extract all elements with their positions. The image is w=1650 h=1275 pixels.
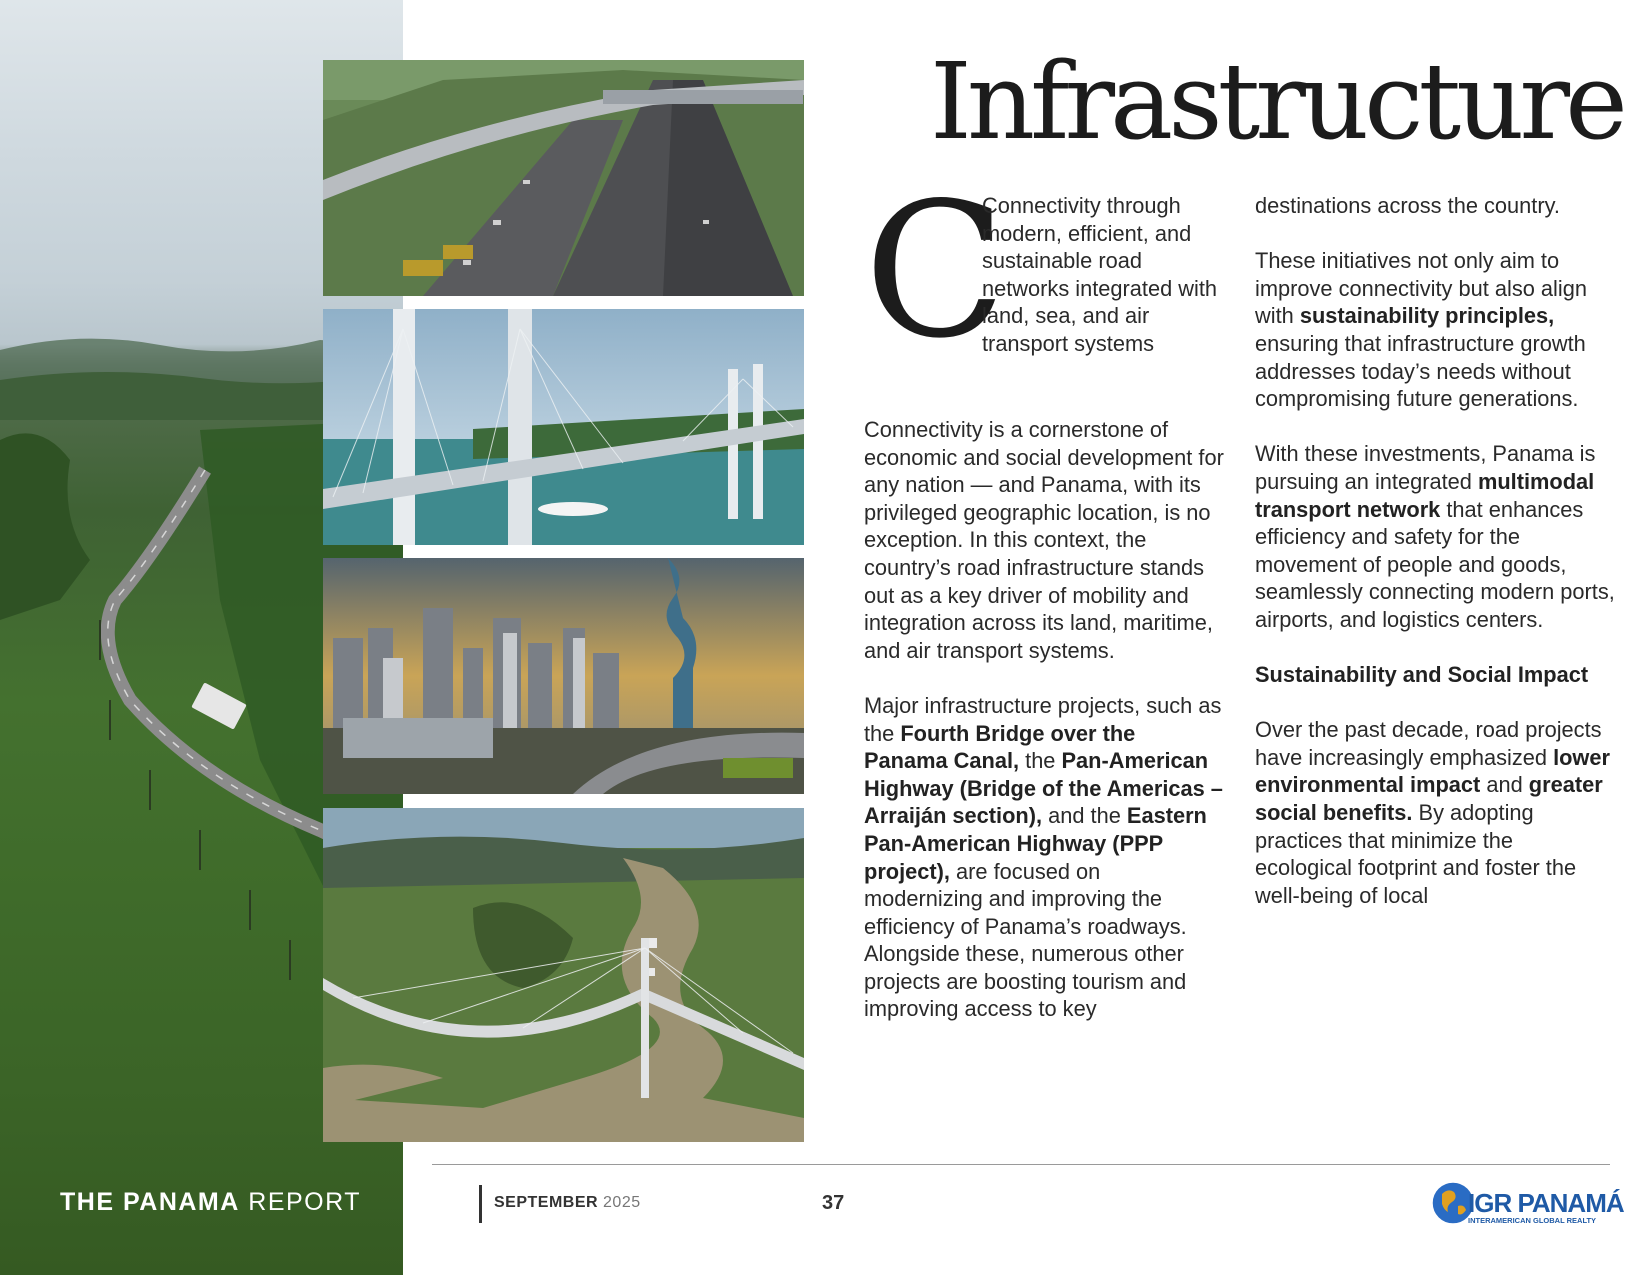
lead-paragraph: Connectivity through modern, efficient, and sustainable road networks integrated with land, sea, and air transport systems — [982, 193, 1218, 356]
right-column — [1255, 192, 1615, 909]
footer-separator — [479, 1185, 482, 1223]
right-paragraph-2: These initiatives not only aim to improve connectivity but also align with sustainability principles, ensuring that infrastructure growth addresses today’s needs without compromising future generations. — [1255, 248, 1587, 412]
drop-cap: C — [864, 162, 1007, 379]
canal-photo — [323, 808, 804, 1142]
left-column — [864, 416, 1224, 1023]
issue-date: SEPTEMBER 2025 — [494, 1194, 641, 1211]
city-photo — [323, 558, 804, 794]
bridge-photo — [323, 309, 804, 545]
section-heading: Sustainability and Social Impact — [1255, 662, 1589, 688]
page-title: Infrastructure — [930, 40, 1623, 163]
right-paragraph-1: destinations across the country. — [1255, 193, 1560, 218]
logo-tagline: INTERAMERICAN GLOBAL REALTY — [1468, 1216, 1597, 1225]
left-paragraph-2: Major infrastructure projects, such as the Fourth Bridge over the Panama Canal, the Pan-American Highway (Bridge of the Americas – Arraiján section), and the Eastern Pan-American Highway (PPP project), are focused on modernizing and improving the efficiency of Panama’s roadways. Alongside these, numerous other projects are boosting tourism and improving access to key — [864, 692, 1223, 1022]
footer-divider — [432, 1164, 1610, 1165]
page-number: 37 — [822, 1192, 845, 1214]
publication-name: THE PANAMA REPORT — [60, 1188, 361, 1216]
logo-wordmark: IGR PANAMÁ — [1468, 1188, 1624, 1218]
left-paragraph-1: Connectivity is a cornerstone of economic and social development for any nation — and Panama, with its privileged geographic location, is no exception. In this context, the country’s road infrastructure stands out as a key driver of mobility and integration across its land, maritime, and air transport systems. — [864, 417, 1224, 663]
right-paragraph-3: With these investments, Panama is pursuing an integrated multimodal transport network that enhances efficiency and safety for the movement of people and goods, seamlessly connecting modern ports, airports, and logistics centers. — [1255, 441, 1615, 632]
right-paragraph-4: Over the past decade, road projects have increasingly emphasized lower environmental impact and greater social benefits. By adopting practices that minimize the ecological footprint and foster the well-being of local — [1255, 717, 1610, 908]
highway-photo — [323, 60, 804, 296]
igr-panama-logo — [1430, 1180, 1624, 1230]
